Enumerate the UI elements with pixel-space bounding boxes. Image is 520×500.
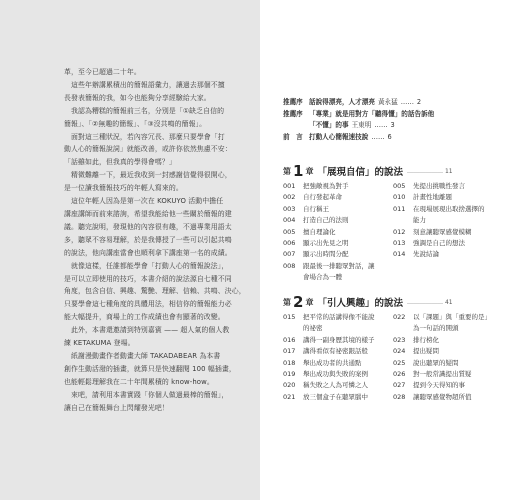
chapter-2-entries: [283, 312, 505, 403]
entry-title: 計畫性地離題: [413, 193, 452, 202]
toc-entry[interactable]: [393, 392, 503, 403]
toc-entry[interactable]: [393, 335, 503, 346]
entry-number: 020: [283, 381, 296, 390]
entry-number: 026: [393, 370, 406, 379]
entry-number: [283, 323, 303, 334]
body-line: 長發表簡報的我，如今也能夠分享經驗給大家。: [64, 93, 211, 102]
toc-entry[interactable]: [393, 249, 503, 260]
entry-title: 顯示出先見之明: [303, 239, 349, 248]
entry-number: 006: [283, 239, 296, 248]
toc-entry[interactable]: [283, 369, 393, 380]
front-title-cont: 「不懂」的事: [309, 121, 349, 129]
entry-number: 005: [393, 182, 406, 190]
front-dots: ……: [400, 98, 414, 106]
chapter-mark: 第: [283, 166, 291, 176]
body-text: [64, 66, 246, 414]
entry-number: 016: [283, 335, 296, 344]
front-title: 話說得漂亮，人才漂亮: [309, 98, 375, 106]
entry-title: 講得看似有祕密跟話般: [303, 347, 368, 356]
front-tag: 推薦序: [283, 109, 303, 118]
entry-number: 018: [283, 358, 296, 367]
entry-title: 提到今天得知的事: [413, 381, 465, 390]
body-line: 動人心的簡報說詞」就能改善，或許你依然焦慮不安：: [64, 145, 232, 154]
body-line: 讓自己在簡報舞台上閃耀發光吧！: [64, 403, 169, 412]
entry-title: 稱失敗之人為可憐之人: [303, 381, 368, 390]
chapter-dots: ………………: [406, 298, 443, 306]
chapter-mark-end: 章: [305, 166, 314, 176]
toc-row: [283, 335, 505, 346]
body-line: 是一位讀我簡報技巧的年輕人寫來的。: [64, 184, 183, 193]
toc-entry[interactable]: [393, 323, 503, 334]
front-page-number: 2: [416, 98, 422, 106]
toc-entry[interactable]: [393, 380, 503, 391]
toc-row: [283, 181, 505, 192]
entry-number: 003: [283, 204, 296, 213]
body-line: 多，聽眾不容易理解，於是我傳授了一些可以引起共鳴: [64, 235, 232, 244]
front-item-preface[interactable]: [283, 132, 503, 144]
entry-number: 013: [393, 239, 406, 248]
front-author: 王東明: [351, 121, 372, 129]
body-line: 是可以立即使用的技巧，本書介紹的說法源自七種不同: [64, 274, 232, 283]
toc-entry[interactable]: [393, 215, 503, 226]
toc-entry[interactable]: [283, 392, 393, 403]
entry-number: [393, 215, 413, 226]
entry-title: 自行稱王: [303, 204, 329, 213]
toc-entry[interactable]: [283, 346, 393, 357]
body-line: 只要學會這七種角度的具體用法，相信你的簡報能力必: [64, 300, 232, 309]
toc-entry[interactable]: [283, 358, 393, 369]
front-tag: 推薦序: [283, 98, 303, 106]
body-line: 來吧，請利用本書實踐「你個人做過最棒的簡報」，: [64, 390, 229, 399]
chapter-1-heading[interactable]: [283, 162, 503, 180]
entry-title: 擅自理論化: [303, 227, 336, 236]
entry-number: 028: [393, 392, 406, 401]
toc-row: [283, 204, 505, 215]
entry-number: 012: [393, 227, 406, 236]
front-dots: ……: [371, 132, 385, 141]
toc-row: [283, 323, 505, 334]
entry-title: 自行發起革命: [303, 193, 342, 202]
front-title: 打動人心簡報速技說: [309, 132, 369, 141]
toc-entry[interactable]: [393, 346, 503, 357]
body-line: 此外，本書還邀請到特別嘉賓 —— 超人氣的個人教: [64, 326, 230, 335]
body-line: 的說法，他向講座當會也順利拿下講座第一名的成績。: [64, 248, 232, 257]
entry-title: 在現場展現出取捨選擇的: [413, 204, 485, 213]
entry-number: 024: [393, 347, 406, 356]
front-page-number: 3: [390, 121, 395, 129]
entry-number: 025: [393, 358, 406, 367]
entry-number: 015: [283, 313, 296, 321]
front-page-number: 6: [387, 132, 392, 141]
body-line: 能大幅提升，商場上的工作成績也會有顯著的改變。: [64, 313, 225, 322]
front-title: 「專業」就是用對方「聽得懂」的話告訴他: [309, 109, 435, 118]
body-line: 紙謝漫動畫作者動畫大師 TAKADABEAR 為本書: [64, 351, 221, 360]
toc-row: [283, 261, 505, 272]
toc-row: [283, 249, 505, 260]
entry-number: 017: [283, 347, 296, 356]
entry-title: 先提出挑戰性發言: [413, 182, 465, 190]
entry-number: 002: [283, 193, 296, 202]
toc-entry[interactable]: [283, 323, 393, 334]
front-item-foreword-2-cont: [283, 120, 503, 132]
toc-entry[interactable]: [393, 192, 503, 203]
entry-title: 會場合為一體: [303, 273, 342, 282]
toc-entry[interactable]: [283, 380, 393, 391]
toc-row: [283, 272, 505, 283]
entry-title: 先說結論: [413, 250, 439, 259]
entry-title: 強調是自己的想法: [413, 239, 465, 248]
entry-title: 說出聽眾的疑問: [413, 358, 459, 367]
chapter-mark: 第: [283, 297, 291, 307]
front-tag: 前 言: [283, 132, 303, 141]
toc-entry[interactable]: [283, 227, 393, 238]
toc-entry[interactable]: [283, 204, 393, 215]
entry-number: 010: [393, 193, 406, 202]
body-line: 講座講師而前來諮詢，希望我能給他一些關於簡報的建: [64, 209, 232, 218]
entry-title: 跟最後一排聽眾對話，讓: [303, 261, 375, 270]
toc-entry[interactable]: [283, 249, 393, 260]
entry-number: 011: [393, 204, 406, 213]
toc-entry[interactable]: [393, 238, 503, 249]
chapter-mark-end: 章: [305, 297, 314, 307]
toc-entry[interactable]: [393, 261, 503, 272]
toc-entry[interactable]: [283, 335, 393, 346]
entry-title: 為一句話的開頭: [413, 324, 459, 333]
chapter-title: 「展現自信」的說法: [317, 167, 403, 178]
toc-entry[interactable]: [393, 272, 503, 283]
entry-number: 019: [283, 370, 296, 379]
toc-row: [283, 346, 505, 357]
toc-entry[interactable]: [283, 238, 393, 249]
toc-entry[interactable]: [393, 204, 503, 215]
toc-entry[interactable]: [393, 227, 503, 238]
toc-row: [283, 369, 505, 380]
entry-title: 的祕密: [303, 324, 323, 333]
body-line: 議。聽完說明，發現他的內容很有趣，不過專業用語太: [64, 222, 232, 231]
entry-title: 能力: [413, 216, 426, 225]
toc-row: [283, 238, 505, 249]
toc-entry[interactable]: [393, 358, 503, 369]
chapter-2-heading[interactable]: [283, 293, 503, 311]
front-dots: ……: [374, 121, 388, 129]
entry-number: 005: [283, 227, 296, 236]
body-line: 就像這樣，任誰都能學會「打動人心的簡報說法」，: [64, 261, 229, 270]
toc-row: [283, 358, 505, 369]
entry-title: 舉出成功與失敗的案例: [303, 370, 368, 379]
body-line: 也能輕鬆理解我在二十年間累積的 know-how。: [64, 377, 214, 386]
chapter-number: 1: [293, 162, 304, 180]
chapter-page-number: 41: [444, 298, 453, 306]
body-line: 革，至今已超過二十年。: [64, 68, 141, 76]
entry-title: 把平常的話講得像不能說: [303, 313, 375, 321]
toc-row: [283, 215, 505, 226]
toc-entry[interactable]: [283, 261, 393, 272]
entry-number: 014: [393, 250, 406, 259]
body-line: 這些年辦講累積出的簡報語彙力，讓過去那個不擅: [64, 80, 225, 89]
body-line: 練 KETAKUMA 登場。: [64, 339, 135, 348]
body-line: 面對這三種狀況，若內容冗長、那麼只要學會「打: [64, 132, 225, 141]
entry-title: 舉出成功者的共通點: [303, 358, 362, 367]
toc-row: [283, 192, 505, 203]
entry-number: [393, 323, 413, 334]
entry-number: 027: [393, 381, 406, 390]
entry-title: 放三個盒子在聽眾腦中: [303, 392, 368, 401]
entry-number: 001: [283, 182, 296, 190]
front-item-foreword-1[interactable]: [283, 97, 503, 109]
toc-row: [283, 380, 505, 391]
entry-number: 004: [283, 216, 296, 225]
entry-number: 022: [393, 313, 406, 321]
chapter-page-number: 11: [444, 167, 453, 175]
entry-title: 排行榜化: [413, 335, 439, 344]
toc-entry[interactable]: [283, 192, 393, 203]
entry-number: [393, 272, 413, 283]
entry-number: [393, 261, 413, 272]
body-line: 「話雖如此，但我真的學得會嗎？」: [64, 158, 176, 167]
body-line: 這位年輕人因為是第一次在 KOKUYO 活動中擔任: [64, 197, 224, 206]
chapter-1-entries: [283, 181, 505, 284]
toc-entry[interactable]: [393, 369, 503, 380]
entry-title: 講得一副身歷其境的樣子: [303, 335, 375, 344]
toc-row: [283, 312, 505, 323]
entry-number: 008: [283, 261, 296, 270]
entry-number: 021: [283, 392, 296, 401]
entry-number: [283, 272, 303, 283]
entry-title: 對一般常識提出質疑: [413, 370, 472, 379]
entry-title: 把強敵視為對手: [303, 182, 349, 190]
entry-number: 007: [283, 250, 296, 259]
body-line: 精微難離一下，最近我收到一封感謝信覺得很開心，: [64, 171, 232, 180]
chapter-number: 2: [293, 293, 304, 311]
entry-title: 提出疑問: [413, 347, 439, 356]
chapter-title: 「引人興趣」的說法: [317, 298, 403, 309]
toc-row: [283, 392, 505, 403]
entry-title: 打造自己的法則: [303, 216, 349, 225]
front-author: 黃永猛: [377, 98, 398, 106]
body-line: 簡報」、「②無趣的簡報」、「③沒共鳴的簡報」。: [64, 119, 207, 128]
entry-title: 讓聽眾感覺物超所值: [413, 392, 472, 401]
front-item-foreword-2[interactable]: [283, 109, 503, 121]
toc-entry[interactable]: [283, 312, 393, 323]
entry-number: 023: [393, 335, 406, 344]
toc-row: [283, 227, 505, 238]
toc-entry[interactable]: [283, 272, 393, 283]
body-line: 創作生動活潑的插畫，就算只是快速翻閱 100 幅插畫，: [64, 364, 236, 373]
entry-title: 以「課題」與「重要的是」: [413, 313, 491, 321]
chapter-dots: ………………: [406, 167, 443, 175]
toc-entry[interactable]: [393, 312, 503, 323]
toc-entry[interactable]: [393, 181, 503, 192]
body-line: 角度，包含自信、興趣、驚艷、理解、信賴、共鳴、決心，: [64, 287, 246, 296]
toc-entry[interactable]: [283, 181, 393, 192]
body-line: 我認為糟糕的簡報前三名，分別是「①缺乏自信的: [64, 106, 225, 115]
toc-entry[interactable]: [283, 215, 393, 226]
front-matter-list: [283, 97, 503, 143]
entry-title: 刻意讓聽眾感覺模糊: [413, 227, 472, 236]
entry-title: 顯示出時間分配: [303, 250, 349, 259]
